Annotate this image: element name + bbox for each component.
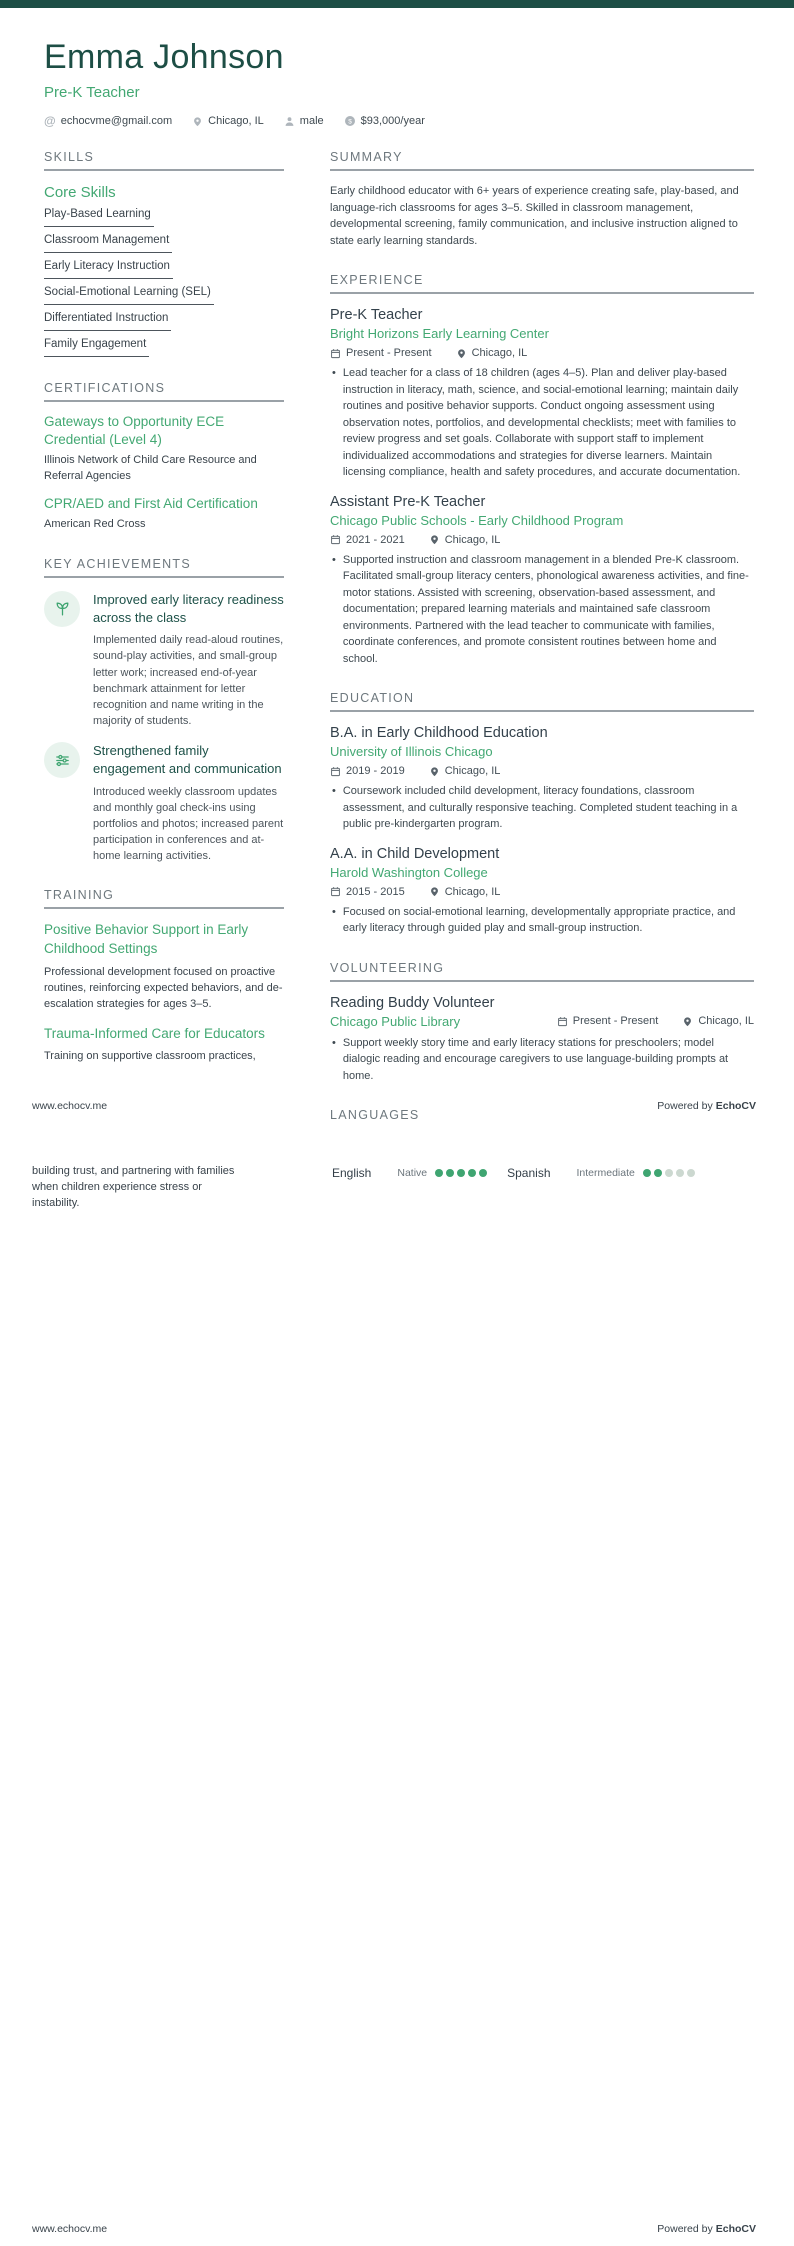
left-column bbox=[44, 138, 284, 1123]
echocv-brand: EchoCV bbox=[715, 1100, 756, 1112]
achievement-body bbox=[93, 742, 284, 864]
contact-email-text: echocvme@gmail.com bbox=[60, 115, 173, 127]
calendar-icon bbox=[330, 348, 341, 359]
experience-entry bbox=[330, 307, 754, 481]
dot-empty bbox=[687, 1169, 695, 1177]
training-description: Training on supportive classroom practices, bbox=[44, 1050, 256, 1063]
volunteering-dates bbox=[557, 1015, 659, 1027]
experience-role: Pre-K Teacher bbox=[330, 307, 423, 323]
language-dots bbox=[435, 1169, 487, 1177]
volunteering-bullet bbox=[330, 1035, 754, 1085]
certification-name: CPR/AED and First Aid Certification bbox=[44, 496, 258, 512]
echocv-site-link[interactable]: www.echocv.me bbox=[32, 2223, 108, 2235]
powered-by-text: Powered by bbox=[657, 1100, 713, 1112]
contact-salary-text: $93,000/year bbox=[360, 115, 425, 127]
certification-name: Gateways to Opportunity ECE Credential (Level 4) bbox=[44, 414, 225, 448]
education-meta bbox=[330, 765, 754, 777]
skill-item: Early Literacy Instruction bbox=[44, 253, 173, 279]
section-heading-training: TRAINING bbox=[44, 888, 284, 909]
experience-location bbox=[456, 347, 528, 359]
experience-bullet bbox=[330, 552, 754, 668]
achievement-title: Strengthened family engagement and communication bbox=[93, 743, 282, 777]
location-pin-icon bbox=[456, 348, 467, 359]
bullet-dot: • bbox=[332, 785, 336, 797]
volunteering-dates-text: Present - Present bbox=[572, 1015, 659, 1027]
skill-item: Differentiated Instruction bbox=[44, 305, 171, 331]
contact-row bbox=[44, 114, 754, 128]
location-pin-icon bbox=[429, 534, 440, 545]
experience-bullet bbox=[330, 365, 754, 481]
languages-row bbox=[332, 1166, 695, 1180]
bullet-dot: • bbox=[332, 367, 336, 379]
certification-issuer: American Red Cross bbox=[44, 518, 146, 531]
experience-entry bbox=[330, 494, 754, 668]
achievement-item bbox=[44, 591, 284, 729]
language-name: English bbox=[332, 1166, 372, 1180]
candidate-job-title: Pre-K Teacher bbox=[44, 84, 140, 101]
powered-by bbox=[657, 1100, 756, 1112]
achievement-title: Improved early literacy readiness across the class bbox=[93, 591, 284, 626]
experience-location bbox=[429, 534, 501, 546]
education-bullet-text: Coursework included child development, literacy foundations, classroom assessment, and culturally responsive teaching. Completed student teaching in a public pre-kindergarten program. bbox=[342, 785, 738, 830]
candidate-name: Emma Johnson bbox=[44, 38, 284, 76]
right-column bbox=[330, 138, 794, 1123]
seedling-icon bbox=[44, 591, 80, 627]
training-title: Positive Behavior Support in Early Childhood Settings bbox=[44, 922, 249, 957]
achievement-description: Implemented daily read-aloud routines, sound-play activities, and small-group letter work; increased end-of-year benchmark attainment for letter recognition and name writing in the majority of students. bbox=[93, 634, 284, 727]
powered-by bbox=[657, 2223, 756, 2235]
dot-filled bbox=[643, 1169, 651, 1177]
sliders-icon bbox=[44, 742, 80, 778]
section-heading-key-achievements: KEY ACHIEVEMENTS bbox=[44, 557, 284, 578]
training-title: Trauma-Informed Care for Educators bbox=[44, 1025, 265, 1041]
certification-issuer: Illinois Network of Child Care Resource and Referral Agencies bbox=[44, 454, 257, 482]
resume-body-columns bbox=[0, 128, 794, 1123]
certification-item bbox=[44, 413, 284, 484]
education-location bbox=[429, 886, 501, 898]
training-item bbox=[44, 1025, 284, 1065]
skill-item: Classroom Management bbox=[44, 227, 172, 253]
salary-dollar-icon bbox=[344, 115, 356, 127]
experience-location-text: Chicago, IL bbox=[444, 533, 501, 546]
page-2-content bbox=[0, 1123, 794, 1211]
education-school: University of Illinois Chicago bbox=[330, 744, 493, 759]
volunteering-location-text: Chicago, IL bbox=[698, 1015, 754, 1027]
volunteering-bullet-text: Support weekly story time and early literacy stations for preschoolers; model dialogic reading and encourage caregivers to use language-building prompts at home. bbox=[342, 1036, 729, 1082]
page-footer bbox=[32, 2223, 756, 2235]
training-description-continued: building trust, and partnering with families when children experience stress or instability. bbox=[32, 1165, 235, 1210]
skills-group-title: Core Skills bbox=[44, 184, 116, 201]
education-degree: A.A. in Child Development bbox=[330, 845, 500, 862]
location-pin-icon bbox=[429, 766, 440, 777]
training-description: Professional development focused on proactive routines, reinforcing expected behaviors, and de-escalation strategies for ages 3–5. bbox=[44, 966, 283, 1011]
skill-item: Play-Based Learning bbox=[44, 201, 154, 227]
skill-item: Family Engagement bbox=[44, 331, 149, 357]
dot-filled bbox=[479, 1169, 487, 1177]
language-name: Spanish bbox=[507, 1166, 551, 1180]
person-icon bbox=[284, 116, 295, 127]
calendar-icon bbox=[330, 766, 341, 777]
education-meta bbox=[330, 886, 754, 898]
education-location-text: Chicago, IL bbox=[444, 765, 501, 777]
education-school: Harold Washington College bbox=[330, 864, 488, 880]
dot-empty bbox=[676, 1169, 684, 1177]
education-dates-text: 2019 - 2019 bbox=[346, 765, 405, 777]
page-footer bbox=[32, 1100, 756, 1112]
contact-gender-text: male bbox=[299, 115, 324, 127]
experience-role: Assistant Pre-K Teacher bbox=[330, 493, 486, 510]
education-location-text: Chicago, IL bbox=[444, 885, 501, 898]
education-entry bbox=[330, 846, 754, 937]
page-top-accent-bar bbox=[0, 0, 794, 8]
skill-item: Social-Emotional Learning (SEL) bbox=[44, 279, 214, 305]
dot-filled bbox=[468, 1169, 476, 1177]
section-heading-skills: SKILLS bbox=[44, 150, 284, 171]
email-at-icon: @ bbox=[44, 114, 56, 128]
language-dots bbox=[643, 1169, 695, 1177]
echocv-brand: EchoCV bbox=[715, 2223, 756, 2235]
education-bullet bbox=[330, 904, 754, 937]
contact-email bbox=[44, 114, 172, 128]
dot-filled bbox=[654, 1169, 662, 1177]
experience-bullet-text: Supported instruction and classroom management in a blended Pre-K classroom. Facilitated small-group literacy centers, phonological awareness activities, and fine-motor stations. Assisted with screening, observation-based assessment, and documentation; prepared learning materials and maintained safe classroom environments. Partnered with the lead teacher to communicate with families, coordinate conferences, and promote consistent routines between home and school. bbox=[342, 553, 749, 665]
summary-text: Early childhood educator with 6+ years of experience creating safe, play-based, and language-rich classrooms for ages 3–5. Skilled in classroom management, developmental screening, family communication, and inclusive instruction aligned to state early learning standards. bbox=[330, 185, 739, 247]
education-bullet bbox=[330, 783, 754, 833]
dot-filled bbox=[435, 1169, 443, 1177]
certification-item bbox=[44, 495, 284, 533]
achievement-description: Introduced weekly classroom updates and monthly goal check-ins using portfolios and photos; increased parent participation in conferences and at-home learning activities. bbox=[93, 785, 284, 863]
training-item bbox=[44, 921, 284, 1012]
section-heading-experience: EXPERIENCE bbox=[330, 273, 754, 294]
education-dates-text: 2015 - 2015 bbox=[346, 885, 405, 898]
resume-header bbox=[0, 8, 794, 128]
education-dates bbox=[330, 765, 405, 777]
experience-location-text: Chicago, IL bbox=[471, 347, 528, 359]
section-heading-education: EDUCATION bbox=[330, 691, 754, 712]
experience-dates bbox=[330, 347, 432, 359]
calendar-icon bbox=[557, 1016, 568, 1027]
location-pin-icon bbox=[429, 886, 440, 897]
dot-filled bbox=[446, 1169, 454, 1177]
education-location bbox=[429, 765, 501, 777]
powered-by-text: Powered by bbox=[657, 2223, 713, 2235]
experience-dates bbox=[330, 534, 405, 546]
volunteering-org-row bbox=[330, 1011, 754, 1029]
volunteering-role: Reading Buddy Volunteer bbox=[330, 994, 495, 1011]
contact-location-text: Chicago, IL bbox=[208, 115, 264, 127]
dot-filled bbox=[457, 1169, 465, 1177]
volunteering-location bbox=[682, 1015, 754, 1027]
language-level: Intermediate bbox=[576, 1167, 635, 1179]
section-heading-summary: SUMMARY bbox=[330, 150, 754, 171]
experience-company: Chicago Public Schools - Early Childhood Program bbox=[330, 512, 624, 528]
language-level: Native bbox=[397, 1167, 428, 1179]
experience-meta bbox=[330, 347, 754, 359]
calendar-icon bbox=[330, 534, 341, 545]
experience-company: Bright Horizons Early Learning Center bbox=[330, 326, 549, 341]
location-pin-icon bbox=[192, 116, 203, 127]
calendar-icon bbox=[330, 886, 341, 897]
achievement-body bbox=[93, 591, 284, 729]
education-dates bbox=[330, 886, 405, 898]
bullet-dot: • bbox=[332, 553, 336, 566]
location-pin-icon bbox=[682, 1016, 693, 1027]
section-heading-languages: LANGUAGES bbox=[330, 1108, 754, 1123]
volunteering-meta bbox=[557, 1015, 754, 1027]
contact-gender bbox=[284, 115, 324, 127]
achievement-item bbox=[44, 742, 284, 864]
education-entry bbox=[330, 725, 754, 833]
language-item bbox=[507, 1166, 695, 1180]
experience-meta bbox=[330, 534, 754, 546]
svg-text:$: $ bbox=[347, 118, 352, 126]
echocv-site-link[interactable]: www.echocv.me bbox=[32, 1100, 108, 1112]
language-item bbox=[332, 1166, 487, 1180]
volunteering-org: Chicago Public Library bbox=[330, 1013, 461, 1029]
education-bullet-text: Focused on social-emotional learning, developmentally appropriate practice, and early literacy through guided play and small-group instruction. bbox=[342, 905, 736, 934]
dot-empty bbox=[665, 1169, 673, 1177]
experience-dates-text: Present - Present bbox=[346, 347, 432, 359]
section-heading-volunteering: VOLUNTEERING bbox=[330, 961, 754, 982]
bullet-dot: • bbox=[332, 905, 336, 918]
resume-page-2 bbox=[0, 1123, 794, 2246]
education-degree: B.A. in Early Childhood Education bbox=[330, 725, 548, 741]
volunteering-entry bbox=[330, 995, 754, 1085]
experience-bullet-text: Lead teacher for a class of 18 children (ages 4–5). Plan and deliver play-based instruction in literacy, math, science, and social-emotional learning; maintain daily routines and positive behavior supports. Conduct ongoing assessment using observation notes, portfolios, and developmental checklists; meet with families to review progress and set goals. Collaborate with support staff to implement individualized accommodations and strategies for diverse learners. Maintain licensing compliance, health and safety procedures, and accurate documentation. bbox=[342, 367, 741, 478]
experience-dates-text: 2021 - 2021 bbox=[346, 533, 405, 546]
contact-location bbox=[192, 115, 264, 127]
section-heading-certifications: CERTIFICATIONS bbox=[44, 381, 284, 402]
bullet-dot: • bbox=[332, 1036, 336, 1049]
contact-salary bbox=[344, 115, 425, 127]
